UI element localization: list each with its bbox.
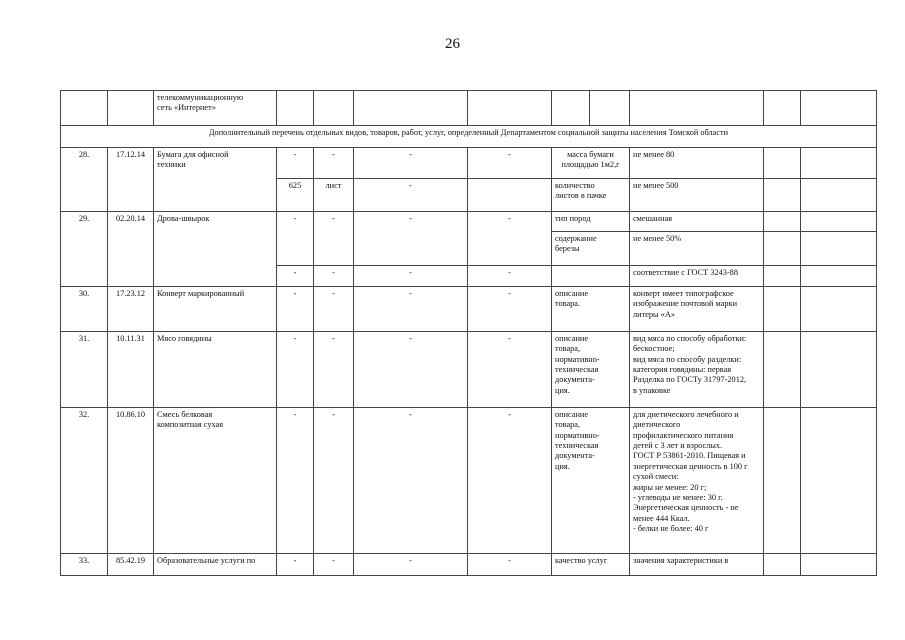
row-number: 29. [61, 212, 108, 287]
characteristic-name: масса бумаги площадью 1м2,г [552, 148, 630, 179]
table-row [61, 212, 877, 232]
unit-code: - [277, 212, 314, 266]
procurement-table [60, 90, 877, 576]
requirement-cell: - [354, 212, 468, 266]
item-name: Бумага для офисной техники [154, 148, 277, 212]
unit-code: - [277, 332, 314, 408]
requirement-cell: - [354, 408, 468, 554]
justification-cell [468, 179, 552, 212]
item-name: Мясо говядины [154, 332, 277, 408]
unit-code: - [277, 554, 314, 576]
characteristic-name: тип пород [552, 212, 630, 232]
unit-name: - [314, 287, 354, 332]
item-name: Образовательные услуги по [154, 554, 277, 576]
table-row [61, 287, 877, 332]
justification-cell: - [468, 148, 552, 179]
item-name: телекоммуникационную сеть «Интернет» [154, 91, 277, 126]
requirement-cell: - [354, 266, 468, 287]
item-name: Смесь белковая композитная сухая [154, 408, 277, 554]
characteristic-value: конверт имеет типографское изображение почтовой марки литеры «А» [630, 287, 764, 332]
characteristic-name: качество услуг [552, 554, 630, 576]
characteristic-value: не менее 500 [630, 179, 764, 212]
unit-name: - [314, 332, 354, 408]
unit-name: - [314, 408, 354, 554]
justification-cell: - [468, 408, 552, 554]
okpd-code: 85.42.19 [108, 554, 154, 576]
unit-code: - [277, 287, 314, 332]
page-number: 26 [445, 36, 460, 52]
characteristic-name: описание товара, нормативно- техническая документа- ция. [552, 332, 630, 408]
characteristic-value: соответствие с ГОСТ 3243-88 [630, 266, 764, 287]
item-name: Дрова-швырок [154, 212, 277, 287]
okpd-code: 02.20.14 [108, 212, 154, 287]
characteristic-value: не менее 50% [630, 232, 764, 266]
table-row [61, 408, 877, 554]
unit-code: 625 [277, 179, 314, 212]
unit-name: - [314, 148, 354, 179]
unit-name: - [314, 266, 354, 287]
section-header: Дополнительный перечень отдельных видов, товаров, работ, услуг, определенный Департаментом социальной защиты населения Томской области [61, 126, 877, 148]
okpd-code: 10.11.31 [108, 332, 154, 408]
characteristic-name: описание товара. [552, 287, 630, 332]
okpd-code: 17.12.14 [108, 148, 154, 212]
unit-name: лист [314, 179, 354, 212]
unit-code: - [277, 266, 314, 287]
justification-cell: - [468, 212, 552, 266]
unit-name: - [314, 554, 354, 576]
requirement-cell: - [354, 287, 468, 332]
requirement-cell: - [354, 179, 468, 212]
table-row [61, 332, 877, 408]
characteristic-name [552, 266, 630, 287]
requirement-cell: - [354, 148, 468, 179]
characteristic-value: значения характеристики в [630, 554, 764, 576]
unit-code: - [277, 408, 314, 554]
justification-cell: - [468, 332, 552, 408]
okpd-code: 17.23.12 [108, 287, 154, 332]
table-row [61, 91, 877, 126]
row-number: 32. [61, 408, 108, 554]
unit-code: - [277, 148, 314, 179]
requirement-cell: - [354, 332, 468, 408]
characteristic-value: смешанная [630, 212, 764, 232]
justification-cell: - [468, 554, 552, 576]
table-row [61, 148, 877, 179]
characteristic-name: количество листов в пачке [552, 179, 630, 212]
row-number: 30. [61, 287, 108, 332]
characteristic-value: вид мяса по способу обработки: бескостное; вид мяса по способу разделки: категория говядины: первая Разделка по ГОСТу 31797-2012, в упаковке [630, 332, 764, 408]
table-row [61, 554, 877, 576]
justification-cell: - [468, 266, 552, 287]
characteristic-value: для диетического лечебного и диетического профилактического питания детей с 3 лет и взрослых. ГОСТ Р 53861-2010. Пищевая и энергетическая ценность в 100 г сухой смеси: жиры не менее: 20 г; - углеводы не менее: 30 г. Энергетическая ценность - не менее 444 Ккал. - белки не более: 40 г [630, 408, 764, 554]
requirement-cell: - [354, 554, 468, 576]
section-header-row [61, 126, 877, 148]
row-number: 31. [61, 332, 108, 408]
characteristic-name: содержание березы [552, 232, 630, 266]
unit-name: - [314, 212, 354, 266]
item-name: Конверт маркированный [154, 287, 277, 332]
row-number: 33. [61, 554, 108, 576]
okpd-code: 10.86.10 [108, 408, 154, 554]
row-number: 28. [61, 148, 108, 212]
characteristic-name: описание товара, нормативно- техническая документа- ция. [552, 408, 630, 554]
justification-cell: - [468, 287, 552, 332]
characteristic-value: не менее 80 [630, 148, 764, 179]
